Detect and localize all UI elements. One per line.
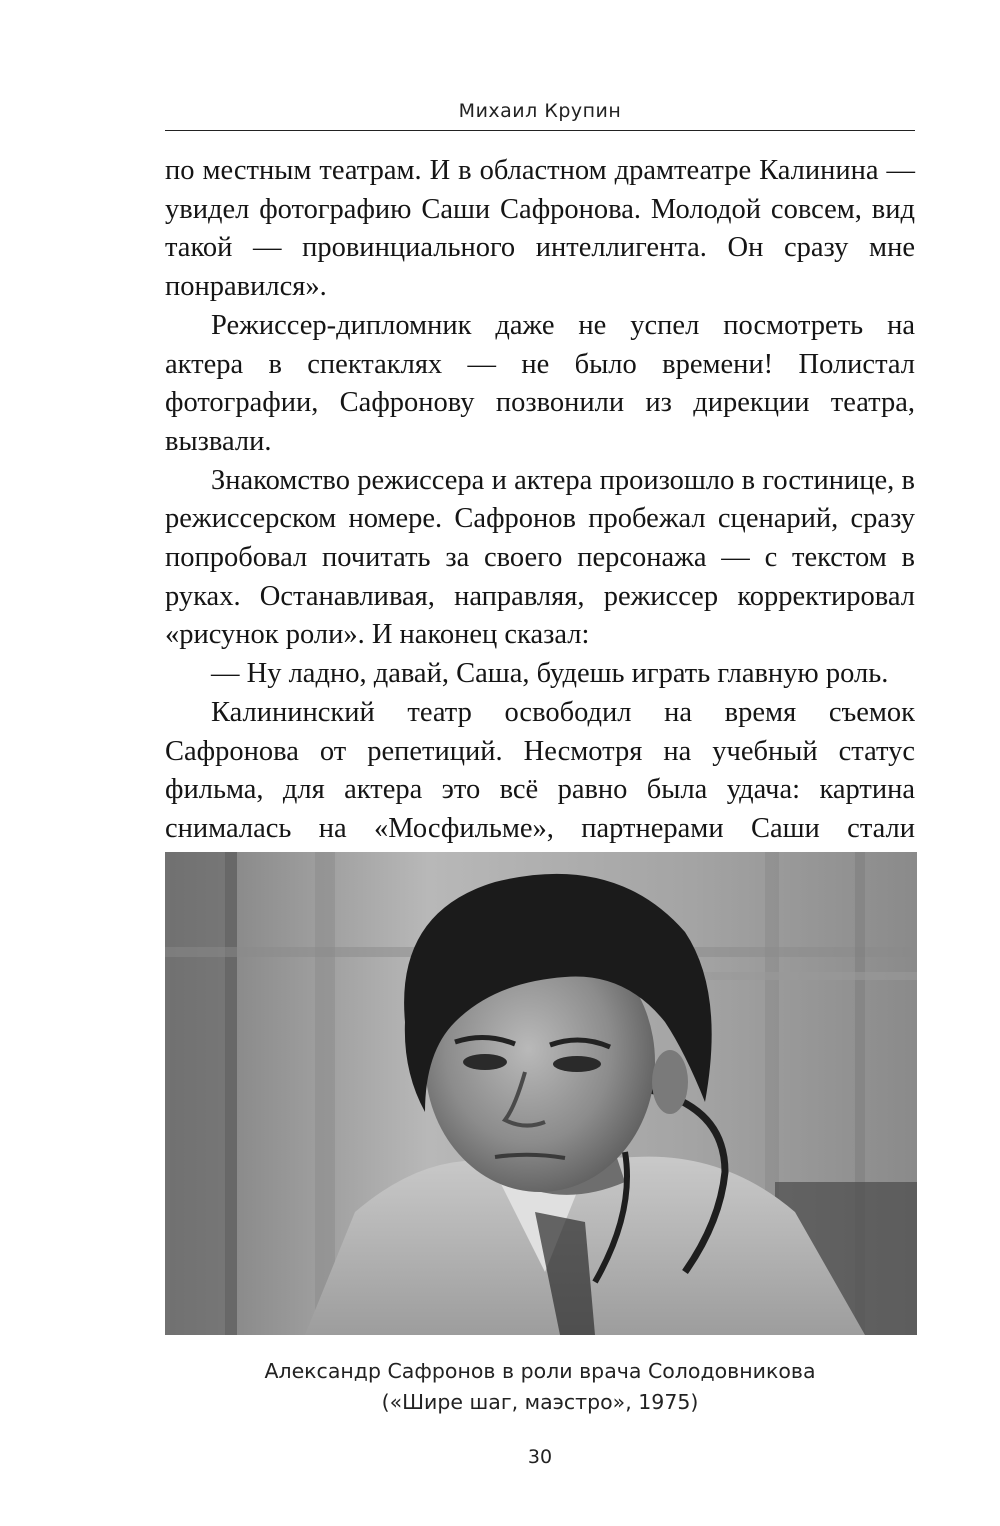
paragraph-3: Знакомство режиссера и актера произошло в гостинице, в режиссерском номере. Сафронов пробежал сценарий, сразу попробовал почитать за своего персонажа — с текстом в руках. Останавливая, направляя, режиссер корректировал «рисунок роли». И наконец сказал: bbox=[165, 464, 915, 651]
header-rule bbox=[165, 130, 915, 131]
film-still-photo bbox=[165, 852, 917, 1335]
paragraph-1: по местным театрам. И в областном драмтеатре Калинина — увидел фотографию Саши Сафронова. Молодой совсем, вид такой — провинциального интеллигента. Он сразу мне понравился». bbox=[165, 155, 915, 303]
figure-caption bbox=[165, 1356, 915, 1418]
body-text bbox=[165, 152, 915, 887]
caption-line-2: («Шире шаг, маэстро», 1975) bbox=[381, 1390, 699, 1414]
page-number: 30 bbox=[527, 1446, 553, 1468]
paragraph-4-dialogue: — Ну ладно, давай, Саша, будешь играть главную роль. bbox=[211, 658, 889, 690]
paragraph-2: Режиссер-дипломник даже не успел посмотреть на актера в спектаклях — не было времени! Полистал фотографии, Сафронову позвонили из дирекции театра, вызвали. bbox=[165, 309, 915, 457]
paragraph-5: Калининский театр освободил на время съемок Сафронова от репетиций. Несмотря на учебный статус фильма, для актера это всё равно была удача: картина снималась на «Мосфильме», партнерами Саши стали bbox=[165, 696, 915, 844]
photo-illustration bbox=[165, 852, 917, 1335]
caption-line-1: Александр Сафронов в роли врача Солодовникова bbox=[264, 1359, 816, 1383]
running-header: Михаил Крупин bbox=[458, 100, 622, 122]
